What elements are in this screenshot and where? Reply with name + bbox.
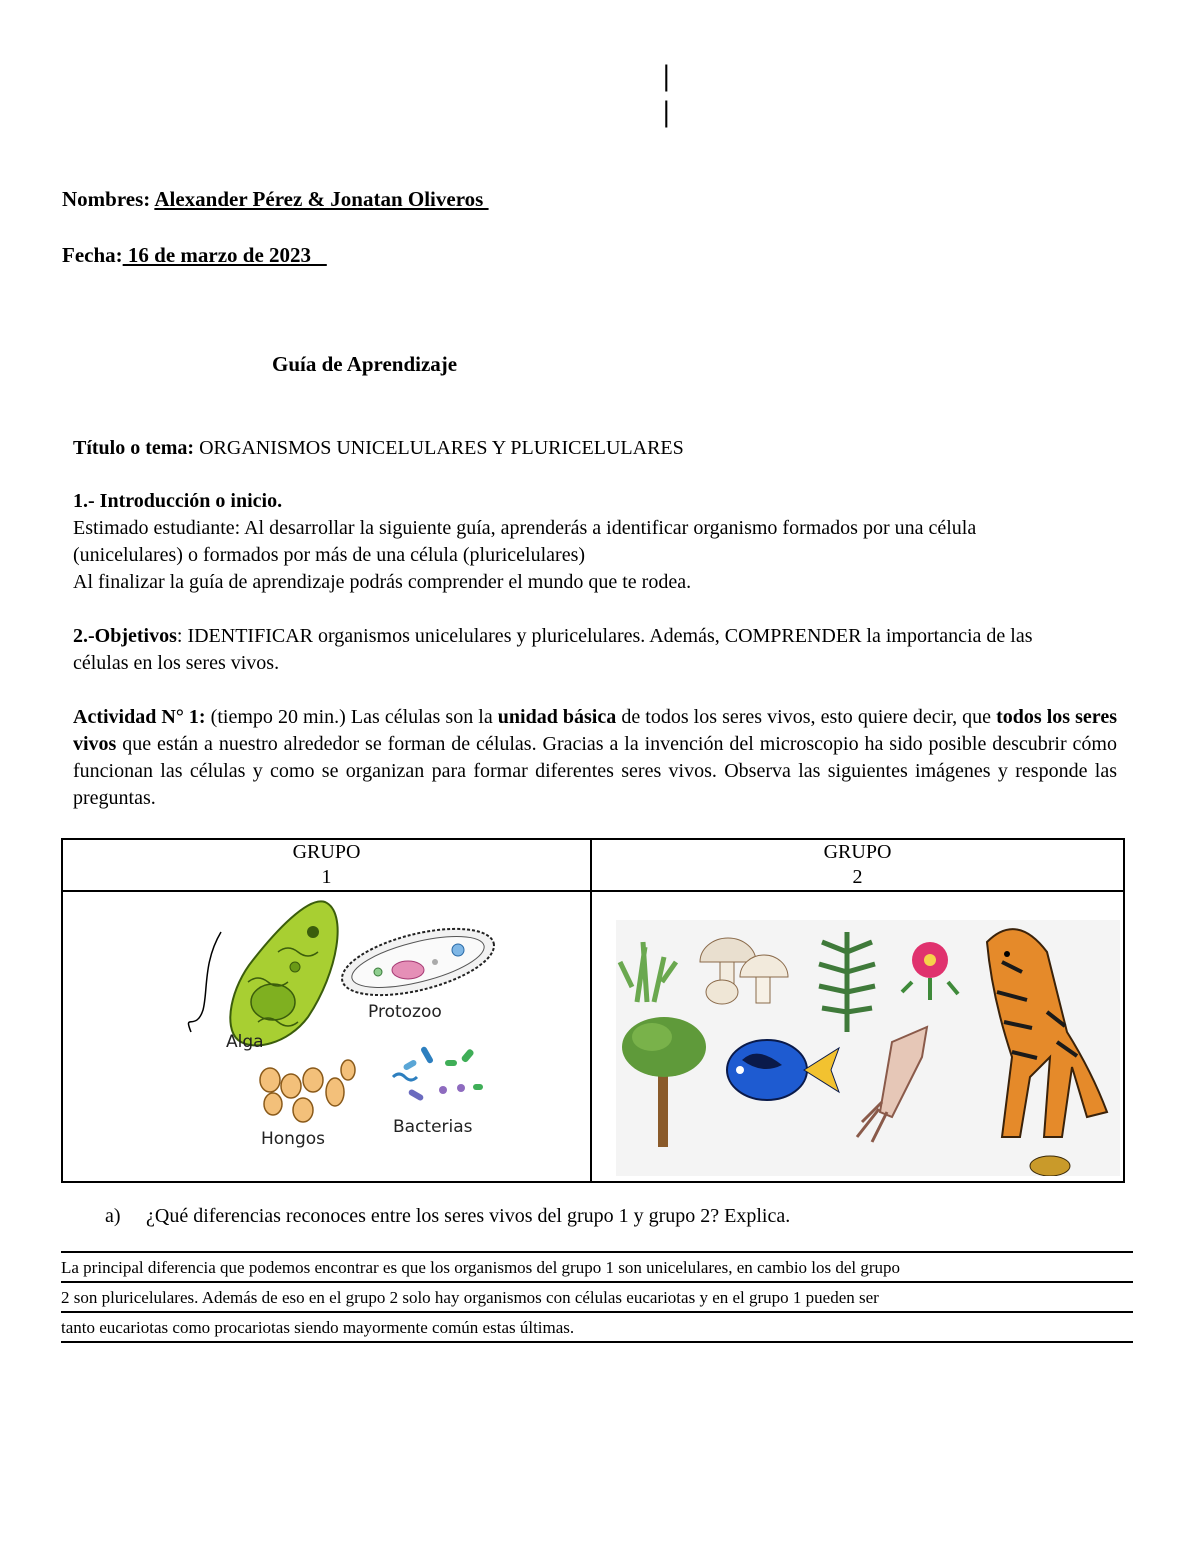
intro-section [73,488,1143,596]
answer-line: La principal diferencia que podemos encontrar es que los organismos del grupo 1 son unicelulares, en cambio los del grupo [61,1251,1133,1283]
group2-title: GRUPO [823,841,892,863]
topic-label: Título o tema: [73,437,195,459]
bacterias-icon [393,1046,483,1102]
insect-icon [1030,1156,1070,1176]
answer-block [61,1251,1133,1343]
alga-icon [230,901,337,1045]
bacterias-label: Bacterias [393,1117,473,1137]
alga-label: Alga [226,1032,264,1052]
activity-emphasis: todos los seres vivos [73,706,1117,755]
group1-title: GRUPO [292,841,361,863]
hongos-icon [260,1060,355,1122]
objectives-section [73,623,1073,677]
names-line [62,187,489,212]
date-label: Fecha: [62,243,123,267]
hongos-label: Hongos [261,1129,326,1149]
date-line [62,243,327,268]
objectives-label: 2.-Objetivos [73,625,177,647]
groups-table [61,838,1125,1183]
intro-heading: 1.- Introducción o inicio. [73,490,283,512]
topic-line [73,435,1143,462]
topic-value: ORGANISMOS UNICELULARES Y PLURICELULARES [199,437,684,459]
unicellular-illustration [63,892,590,1176]
question-a [105,1205,790,1228]
multicellular-illustration [592,892,1123,1176]
question-marker: a) [105,1205,121,1227]
alga-flagellum [188,932,221,1032]
group1-number: 1 [321,866,332,888]
activity-text: (tiempo 20 min.) Las células son la [205,706,498,728]
answer-line: tanto eucariotas como procariotas siendo mayormente común estas últimas. [61,1313,1133,1343]
intro-line: (unicelulares) o formados por más de una célula (pluricelulares) [73,544,586,566]
activity-emphasis: unidad básica [497,706,617,728]
intro-line: Al finalizar la guía de aprendizaje podrás comprender el mundo que te rodea. [73,571,692,593]
page-title: Guía de Aprendizaje [272,352,458,376]
mark: | [663,59,670,92]
activity-text: que están a nuestro alrededor se forman de células. Gracias a la invención del microscopio ha sido posible descubrir cómo funcionan las células y como se organizan para formar diferentes seres vivos. Observa las siguientes imágenes y responde las preguntas. [73,733,1117,809]
names-value: Alexander Pérez & Jonatan Oliveros [154,187,489,211]
group1-image-cell [62,891,591,1182]
group2-header [591,839,1124,891]
protozoo-label: Protozoo [368,1002,442,1022]
activity-section [73,704,1117,812]
date-value: 16 de marzo de 2023 [122,243,327,267]
intro-line: Estimado estudiante: Al desarrollar la siguiente guía, aprenderás a identificar organismo formados por una célula [73,517,977,539]
names-label: Nombres: [62,187,151,211]
activity-text: de todos los seres vivos, esto quiere decir, que [616,706,997,728]
activity-label: Actividad N° 1: [73,706,206,728]
question-text: ¿Qué diferencias reconoces entre los seres vivos del grupo 1 y grupo 2? Explica. [146,1205,791,1227]
answer-line: 2 son pluricelulares. Además de eso en el grupo 2 solo hay organismos con células eucariotas y en el grupo 1 pueden ser [61,1283,1133,1313]
group2-image-cell [591,891,1124,1182]
mark: | [663,95,670,128]
group2-number: 2 [852,866,863,888]
objectives-text: : IDENTIFICAR organismos unicelulares y pluricelulares. Además, COMPRENDER la importancia de las células en los seres vivos. [73,625,1033,674]
protozoo-icon [336,916,501,1008]
top-marks [663,58,670,130]
group1-header [62,839,591,891]
